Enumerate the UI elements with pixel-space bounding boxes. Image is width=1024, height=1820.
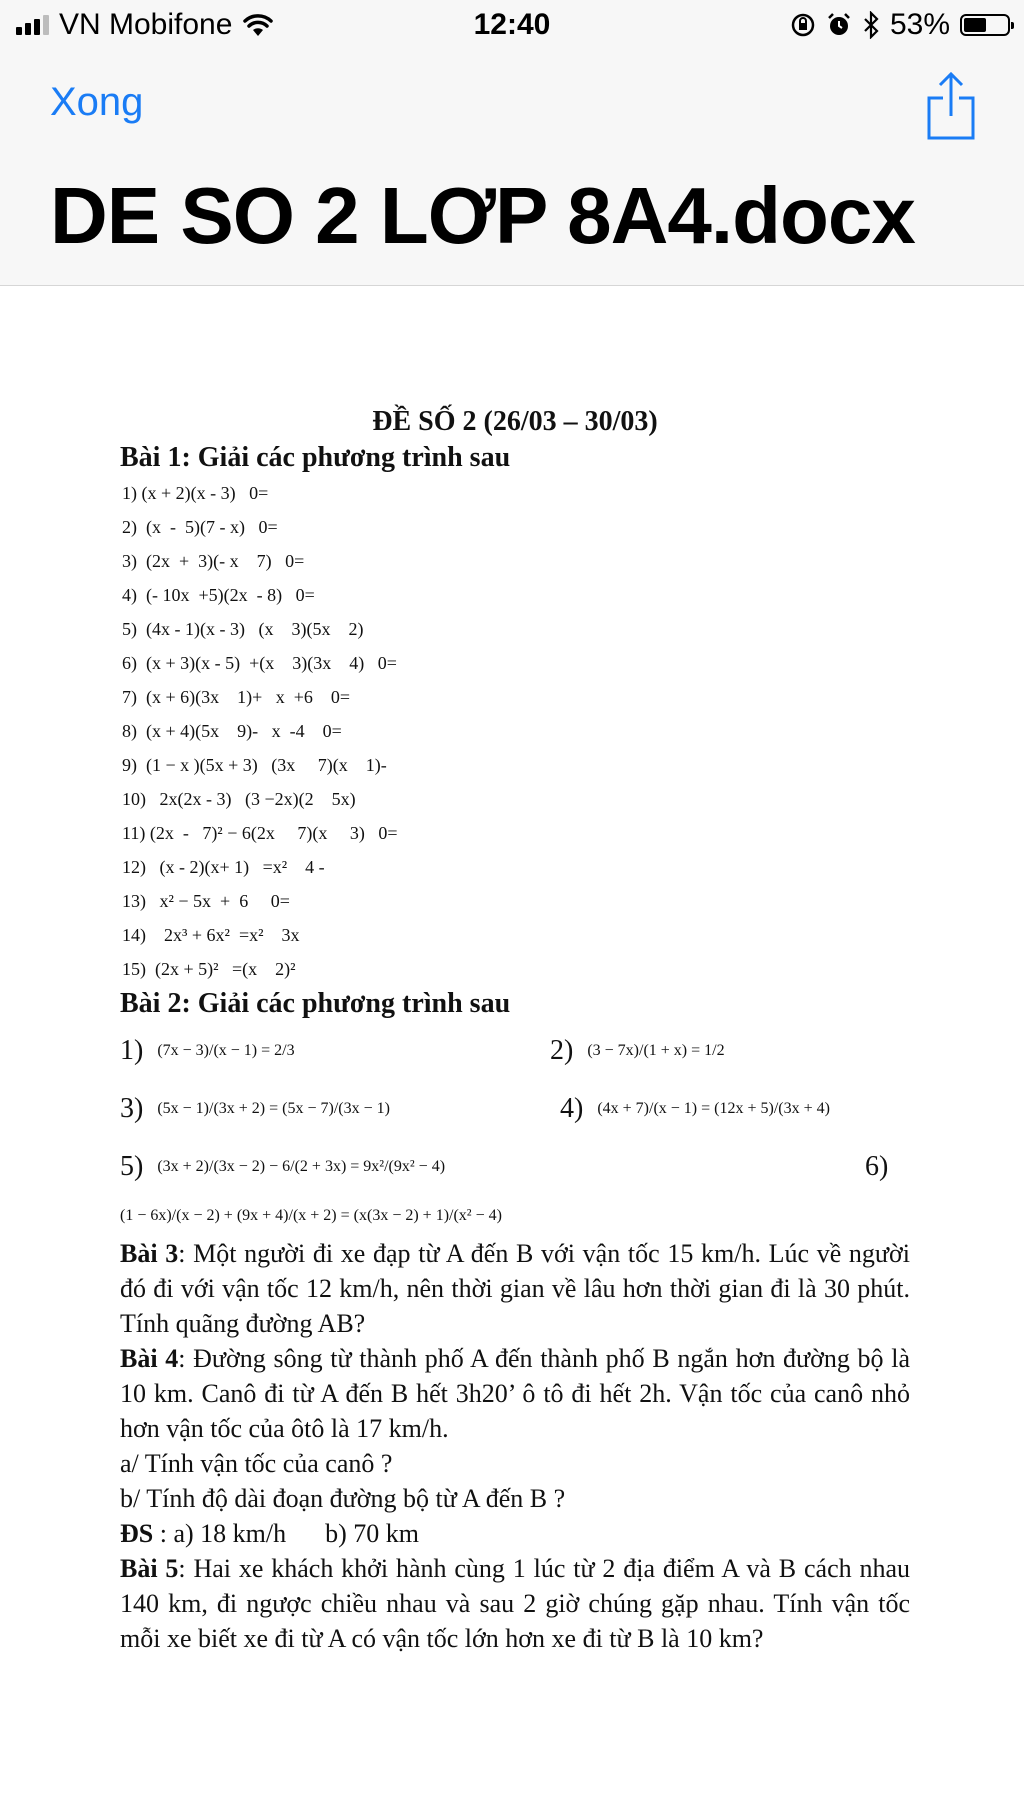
bai3-label: Bài 3 bbox=[120, 1239, 179, 1268]
battery-icon bbox=[960, 14, 1010, 36]
bai1-equation: 13) x² − 5x + 6 0= bbox=[122, 891, 290, 911]
bai4-question-a: a/ Tính vận tốc của canô ? bbox=[120, 1449, 393, 1478]
bai2-item: 1) (7x − 3)/(x − 1) = 2/3 bbox=[120, 1035, 295, 1066]
bai1-equation: 2) (x - 5)(7 - x) 0= bbox=[122, 517, 278, 537]
bai3-text: : Một người đi xe đạp từ A đến B với vận tốc 15 km/h. Lúc về người đó đi với vận tốc 12 km/h, nên thời gian về lâu hơn thời gian đi là 30 phút. Tính quãng đường AB? bbox=[120, 1239, 910, 1338]
bai1-equation: 15) (2x + 5)² =(x 2)² bbox=[122, 959, 296, 979]
bai1-equation: 1) (x + 2)(x - 3) 0= bbox=[122, 483, 269, 503]
bai1-equation: 14) 2x³ + 6x² =x² 3x bbox=[122, 925, 300, 945]
bai4-label: Bài 4 bbox=[120, 1344, 179, 1373]
bai2-row-2 bbox=[120, 1080, 910, 1138]
bai1-equation: 8) (x + 4)(5x 9)- x -4 0= bbox=[122, 721, 342, 741]
bai1-equation: 3) (2x + 3)(- x 7) 0= bbox=[122, 551, 305, 571]
bai1-equation: 10) 2x(2x - 3) (3 −2x)(2 5x) bbox=[122, 789, 356, 809]
bai5-paragraph bbox=[120, 1551, 910, 1656]
navigation-bar bbox=[0, 52, 1024, 286]
bai4-answer bbox=[120, 1516, 910, 1551]
document-viewer[interactable] bbox=[0, 286, 1024, 1820]
share-button[interactable] bbox=[926, 68, 976, 142]
bai5-label: Bài 5 bbox=[120, 1554, 179, 1583]
ds-text: : a) 18 km/h b) 70 km bbox=[153, 1519, 420, 1548]
bai1-equation: 7) (x + 6)(3x 1)+ x +6 0= bbox=[122, 687, 351, 707]
bai2-item: 4) (4x + 7)/(x − 1) = (12x + 5)/(3x + 4) bbox=[560, 1093, 830, 1124]
clock: 12:40 bbox=[473, 8, 551, 41]
bai1-equation: 11) (2x - 7)² − 6(2x 7)(x 3) 0= bbox=[122, 823, 398, 843]
battery-percent: 53% bbox=[889, 8, 950, 41]
carrier-label: VN Mobifone bbox=[59, 8, 233, 41]
bai5-text: : Hai xe khách khởi hành cùng 1 lúc từ 2 địa điểm A và B cách nhau 140 km, đi ngược chiều nhau và sau 2 giờ chúng gặp nhau. Tính vận tốc mỗi xe biết xe đi từ A có vận tốc lớn hơn xe đi từ B là 10 km? bbox=[120, 1554, 910, 1653]
bai1-equation: 9) (1 − x )(5x + 3) (3x 7)(x 1)- bbox=[122, 755, 387, 775]
bai2-row-3 bbox=[120, 1138, 910, 1196]
bai2-item: 6) bbox=[865, 1151, 889, 1182]
share-icon bbox=[926, 68, 976, 142]
bai2-row-1 bbox=[120, 1022, 910, 1080]
bai3-paragraph bbox=[120, 1236, 910, 1341]
bai2-item: 2) (3 − 7x)/(1 + x) = 1/2 bbox=[550, 1035, 725, 1066]
status-right bbox=[790, 8, 1010, 42]
bai1-title: Bài 1: Giải các phương trình sau bbox=[120, 442, 511, 473]
bai4-text: : Đường sông từ thành phố A đến thành phố B ngắn hơn đường bộ là 10 km. Canô đi từ A đến B hết 3h20’ ô tô đi hết 2h. Vận tốc của canô nhỏ hơn vận tốc của ôtô là 17 km/h. bbox=[120, 1344, 910, 1443]
bai2-line6: (1 − 6x)/(x − 2) + (9x + 4)/(x + 2) = (x(3x − 2) + 1)/(x² − 4) bbox=[120, 1207, 502, 1224]
bai2-title: Bài 2: Giải các phương trình sau bbox=[120, 988, 511, 1019]
bai2-item: 3) (5x − 1)/(3x + 2) = (5x − 7)/(3x − 1) bbox=[120, 1093, 390, 1124]
bai2-item: 5) (3x + 2)/(3x − 2) − 6/(2 + 3x) = 9x²/(9x² − 4) bbox=[120, 1151, 446, 1182]
bai4-paragraph bbox=[120, 1341, 910, 1446]
alarm-icon bbox=[826, 12, 852, 38]
bai1-equation: 6) (x + 3)(x - 5) +(x 3)(3x 4) 0= bbox=[122, 653, 397, 673]
battery-fill bbox=[964, 18, 986, 32]
bai1-equation: 12) (x - 2)(x+ 1) =x² 4 - bbox=[122, 857, 325, 877]
ds-label: ĐS bbox=[120, 1519, 154, 1548]
rotation-lock-icon bbox=[790, 12, 816, 38]
done-button[interactable]: Xong bbox=[50, 80, 144, 124]
bai4-question-b: b/ Tính độ dài đoạn đường bộ từ A đến B ? bbox=[120, 1484, 566, 1513]
exam-heading: ĐỀ SỐ 2 (26/03 – 30/03) bbox=[372, 406, 658, 437]
document-page bbox=[120, 406, 910, 1656]
bai1-equation: 4) (- 10x +5)(2x - 8) 0= bbox=[122, 585, 315, 605]
status-bar bbox=[0, 0, 1024, 52]
bai1-equation: 5) (4x - 1)(x - 3) (x 3)(5x 2) bbox=[122, 619, 364, 639]
document-title: DE SO 2 LƠP 8A4.docx bbox=[50, 171, 915, 260]
bai1-equation-list bbox=[120, 476, 910, 986]
bluetooth-icon bbox=[862, 11, 880, 39]
